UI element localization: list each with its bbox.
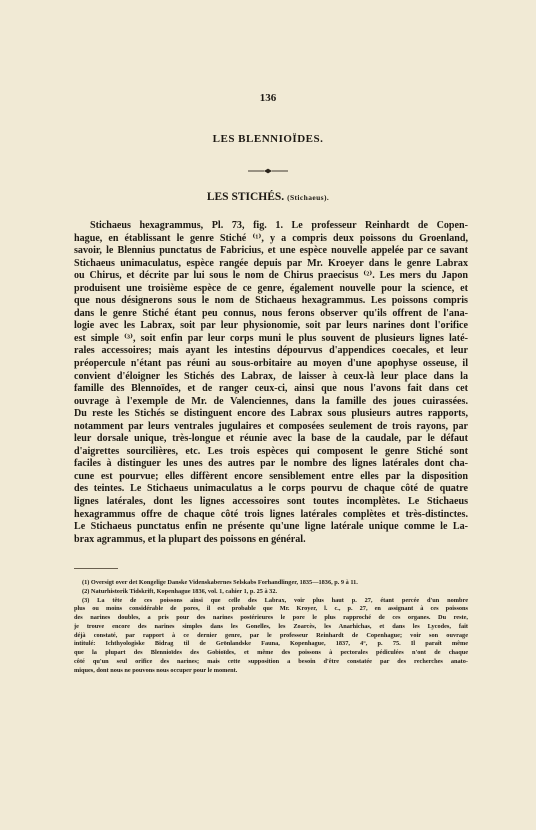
body-line: que nous désignerons sous le nom de Stichaeus hexagrammus. Les poissons compris — [74, 295, 468, 307]
footnote-line: côté qu'un seul orifice des narines; mais cette supposition a besoin d'être constatée par des recherches anato- — [74, 657, 468, 665]
body-line: Le Stichaeus punctatus enfin ne présente qu'une ligne latérale unique comme le La- — [74, 521, 468, 533]
footnote-line: intitulé: Ichthyologiske Bidrag til de Grönlandske Fauna, Kopenhague, 1837, 4°, p. 75. Il paraît même — [74, 640, 468, 648]
body-text — [74, 220, 468, 546]
body-line: cune est pourvue; elles diffèrent encore sensiblement entre elles par la disposition — [74, 470, 468, 482]
body-line: hexagrammus offre de chaque côté trois lignes latérales complètes et très-distinctes. — [74, 508, 468, 520]
body-line: Du reste les Stichés se distinguent encore des Labrax sous plusieurs autres rapports, — [74, 408, 468, 420]
footnote-line: que la plupart des Blennioïdes des Gobioïdes, et même des poissons à pectorales pédiculées n'ont de chaque — [74, 649, 468, 656]
body-line: ou Chirus, et décrite par lui sous le nom de Chirus praecisus ⁽²⁾. Les mers du Japon — [74, 270, 468, 282]
footnote-line: (1) Oversigt over det Kongelige Danske Videnskabernes Selskabs Forhandlinger, 1835—1836, p. 9 à 11. — [82, 579, 358, 586]
section-title-text: LES STICHÉS. — [206, 191, 285, 203]
footnote-line: miques, dont nous ne pouvons nous occuper pour le moment. — [74, 666, 238, 674]
body-line: brax agrammus, et la plupart des poissons en général. — [74, 533, 306, 545]
body-line: dans le genre Stiché étant peu connus, nous ferons observer qu'ils offrent de l'ana- — [74, 307, 468, 319]
footnote-divider — [74, 568, 118, 569]
body-line: hague, en établissant le genre Stiché ⁽¹⁾, y a compris deux poissons du Groenland, — [74, 232, 468, 244]
body-line: famille des Blennoïdes, et de ranger ceux-ci, ainsi que nous l'avons fait dans cet — [74, 383, 468, 395]
footnote-line: (2) Naturhistorik Tidskrift, Kopenhague 1836, vol. 1, cahier 1, p. 25 à 32. — [82, 587, 278, 595]
body-line: Stichaeus unimaculatus, espèce rangée depuis par Mr. Kroeyer dans le genre Labrax — [74, 257, 468, 269]
body-line: d'aigrettes sourcilières, etc. Les trois espèces qui composent le genre Stiché sont — [74, 445, 468, 457]
page-number: 136 — [259, 92, 277, 104]
ornament-flourish-icon — [247, 168, 289, 174]
body-line: ouvrage à l'exemple de Mr. de Valenciennes, dans la famille des joues cuirassées. — [74, 395, 468, 407]
body-line: notamment par leurs ventrales jugulaires et composées seulement de trois rayons, par — [74, 420, 468, 432]
body-line: lignes latérales, dont les lignes accessoires sont toutes incomplètes. Le Stichaeus — [74, 496, 468, 508]
footnote-line: déjà constaté, par rapport à ce dernier genre, par le professeur Reinhardt de Copenhague; voir son ouvrage — [74, 631, 468, 639]
body-line: convient d'éloigner les Stichés des Labrax, de laisser à ceux-là leur place dans la — [74, 370, 468, 382]
body-line: leur dorsale unique, très-longue et réunie avec la base de la caudale, par le défaut — [74, 433, 468, 445]
footnote-line: je trouve encore des narines simples dans les Gonelles, les Zoarcès, les Anarhichas, et dans les Lycodes, fait — [74, 622, 468, 630]
ornamental-rule — [0, 168, 536, 174]
body-line: préopercule n'étant pas réuni au sous-orbitaire au moyen d'une apophyse osseuse, il — [74, 358, 468, 370]
body-line: savoir, le Blennius punctatus de Fabricius, et une espèce nouvelle appelée par ce savant — [74, 245, 468, 257]
body-line: Stichaeus hexagrammus, Pl. 73, fig. 1. Le professeur Reinhardt de Copen- — [90, 220, 468, 231]
footnote-line: plus ou moins considérable de pores, il est probable que Mr. Kroyer, l. c., p. 27, en assignant à ces poissons — [74, 605, 468, 613]
footnotes — [74, 579, 468, 675]
body-line: produisent une troisième espèce de ce genre, également nouvelle pour la science, et — [74, 282, 468, 294]
footnote-line: des narines doubles, a pris pour des narines postérieures le pore le plus rapproché de ces organes. Du reste, — [74, 614, 468, 621]
section-title — [0, 191, 536, 203]
body-line: rales accessoires; mais ayant les intestins dépourvus d'appendices coecales, et leur — [74, 345, 468, 357]
body-line: est simple ⁽³⁾, soit enfin par leur corps muni le plus souvent de plusieurs lignes laté- — [74, 332, 468, 344]
body-line: faciles à distinguer les unes des autres par le nombre des lignes latérales dont cha- — [74, 458, 468, 470]
footnote-line: (3) La tête de ces poissons ainsi que celle des Labrax, voir plus haut p. 27, étant percée d'un nombre — [82, 596, 468, 604]
running-head: LES BLENNIOÏDES. — [212, 133, 324, 145]
body-line: des teintes. Le Stichaeus unimaculatus a le corps pourvu de chaque côté de quatre — [74, 483, 468, 495]
body-line: logie avec les Labrax, soit par leur physionomie, soit par leurs narines dont l'orifice — [74, 320, 468, 332]
section-title-latin: (Stichaeus). — [287, 193, 330, 202]
